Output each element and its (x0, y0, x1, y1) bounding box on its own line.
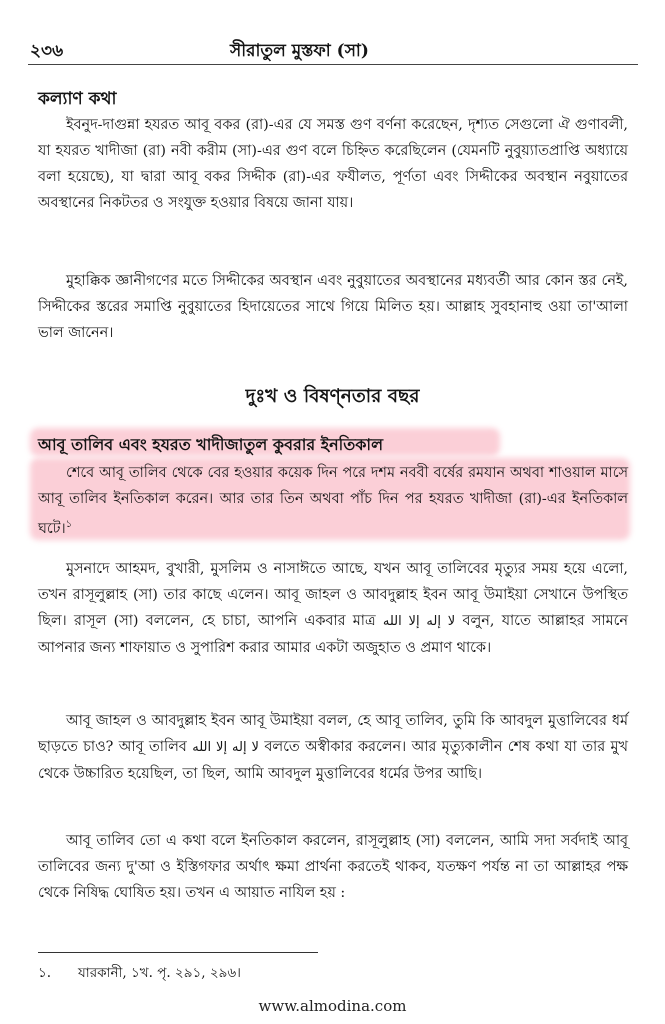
paragraph-musnad (38, 556, 628, 661)
footnote (38, 962, 241, 985)
paragraph-abu-jahl-part2: বলতে অস্বীকার করলেন। আর মৃত্যুকালীন শেষ কথা যা তার মুখ থেকে উচ্চারিত হয়েছিল, তা ছিল, আমি আবদুল মুত্তালিবের ধর্মের উপর আছি। (38, 739, 628, 782)
footnote-marker: ১ (65, 519, 73, 530)
website-footer: www.almodina.com (258, 997, 407, 1015)
page-number: ২৩৬ (30, 41, 64, 61)
paragraph-abu-jahl (38, 708, 628, 787)
arabic-kalima: لا إله إلا الله (192, 740, 259, 755)
arabic-kalima: لا إله إلا الله (382, 614, 456, 629)
paragraph-musnad-part2: বলুন, যাতে আল্লাহর সামনে আপনার জন্য শাফায়াত ও সুপারিশ করার আমার একটা অজুহাত ও প্রমাণ থাকে। (38, 613, 629, 656)
running-title: সীরাতুল মুস্তফা (সা) (230, 41, 369, 61)
paragraph-abu-jahl-part1: আবূ জাহল ও আবদুল্লাহ ইবন আবূ উমাইয়া বলল, হে আবূ তালিব, তুমি কি আবদুল মুত্তালিবের ধর্ম ছাড়তে চাও? আবূ তালিব (38, 713, 628, 755)
paragraph-1: ইবনুদ-দাগুন্না হযরত আবূ বকর (রা)-এর যে সমস্ত গুণ বর্ণনা করেছেন, দৃশ্যত সেগুলো ঐ গুণাবলী, যা হযরত খাদীজা (রা) নবী করীম (সা)-এর গুণ বলে চিহ্নিত করেছিলেন (যেমনটি নুবুয়্যাতপ্রাপ্তি অধ্যায়ে বলা হয়েছে), যা দ্বারা আবূ বকর সিদ্দীক (রা)-এর ফযীলত, পূর্ণতা এবং সিদ্দীকের অবস্থান নবুয়াতের অবস্থানের নিকটতর ও সংযুক্ত হওয়ার বিষয়ে জানা যায়। (38, 117, 628, 211)
section-heading-kalyan-katha: কল্যাণ কথা (38, 89, 117, 109)
footnote-number: ১. (38, 965, 52, 981)
footnote-text: যারকানী, ১খ. পৃ. ২৯১, ২৯৬। (78, 965, 241, 981)
footnote-divider (38, 952, 318, 953)
header-divider (28, 64, 638, 65)
paragraph-istighfar: আবূ তালিব তো এ কথা বলে ইনতিকাল করলেন, রাসূলুল্লাহ (সা) বললেন, আমি সদা সর্বদাই আবূ তালিবের জন্য দু'আ ও ইস্তিগফার অর্থাৎ ক্ষমা প্রার্থনা করতেই থাকব, যতক্ষণ পর্যন্ত না তা আল্লাহর পক্ষ থেকে নিষিদ্ধ ঘোষিত হয়। তখন এ আয়াত নাযিল হয় : (38, 833, 628, 901)
paragraph-musnad-part1: মুসনাদে আহমদ, বুখারী, মুসলিম ও নাসাঈতে আছে, যখন আবূ তালিবের মৃত্যুর সময় হয়ে এলো, তখন রাসূলুল্লাহ (সা) তার কাছে এলেন। আবূ জাহল ও আবদুল্লাহ ইবন আবূ উমাইয়া সেখানে উপস্থিত ছিল। রাসূল (সা) বললেন, হে চাচা, আপনি একবার মাত্র (38, 561, 628, 629)
paragraph-highlighted-text: শেবে আবূ তালিব থেকে বের হওয়ার কয়েক দিন পরে দশম নববী বর্ষের রমযান অথবা শাওয়াল মাসে আবূ তালিব ইনতিকাল করেন। আর তার তিন অথবা পাঁচ দিন পর হযরত খাদীজা (রা)-এর ইনতিকাল ঘটে। (38, 465, 628, 537)
subheading-abu-talib-khadija: আবূ তালিব এবং হযরত খাদীজাতুল কুবরার ইনতিকাল (38, 435, 383, 454)
chapter-section-title: দুঃখ ও বিষণ্নতার বছর (245, 386, 420, 407)
paragraph-highlighted (38, 460, 628, 542)
paragraph-2: মুহাক্কিক জ্ঞানীগণের মতে সিদ্দীকের অবস্থান এবং নুবুয়াতের অবস্থানের মধ্যবর্তী আর কোন স্তর নেই, সিদ্দীকের স্তরের সমাপ্তি নুবুয়াতের হিদায়েতের সাথে গিয়ে মিলিত হয়। আল্লাহ সুবহানাহু ওয়া তা'আলা ভাল জানেন। (38, 273, 628, 341)
